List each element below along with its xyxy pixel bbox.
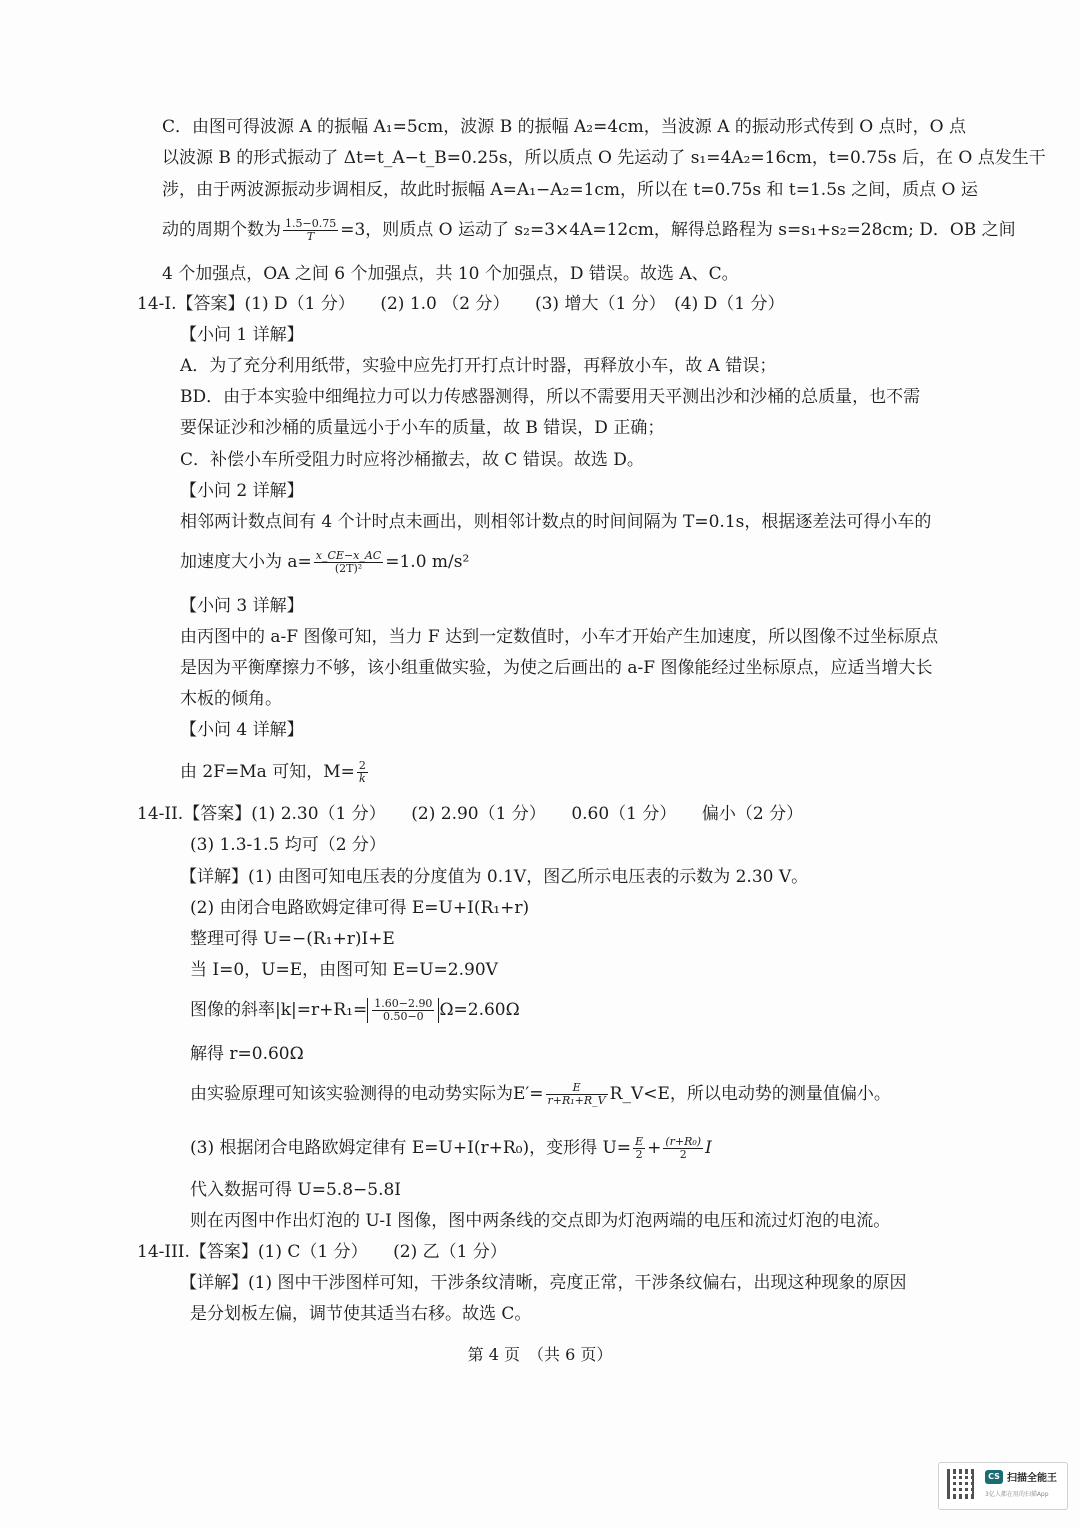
text-span: =3，则质点 O 运动了 s₂=3×4A=12cm，解得总路程为 s=s₁+s₂=28cm; D．OB 之间	[340, 220, 1016, 240]
text-line: 相邻两计数点间有 4 个计时点未画出，则相邻计数点的时间间隔为 T=0.1s，根据逐差法可得小车的	[180, 512, 932, 532]
text-line	[180, 550, 469, 575]
text-line: 是分划板左偏，调节使其适当右移。故选 C。	[190, 1304, 532, 1324]
answer-heading: 14-II.【答案】(1) 2.30（1 分） (2) 2.90（1 分） 0.60（1 分） 偏小（2 分）	[137, 804, 804, 824]
fraction-denominator: 2	[635, 1148, 643, 1161]
fraction-numerator: x_CE−x_AC	[315, 549, 382, 562]
text-line: 当 I=0，U=E，由图可知 E=U=2.90V	[190, 960, 498, 980]
fraction-denominator: (2T)²	[334, 562, 363, 575]
text-line: (2) 由闭合电路欧姆定律可得 E=U+I(R₁+r)	[190, 898, 530, 918]
text-line: A．为了充分利用纸带，实验中应先打开打点计时器，再释放小车，故 A 错误；	[180, 356, 777, 376]
text-line: C．补偿小车所受阻力时应将沙桶撤去，故 C 错误。故选 D。	[180, 450, 644, 470]
fraction-denominator: r+R₁+R_V	[547, 1094, 606, 1107]
scanner-tagline: 3亿人都在用的扫描App	[985, 1491, 1049, 1498]
text-span: 由 2F=Ma 可知，M=	[180, 762, 355, 782]
text-line	[180, 760, 370, 785]
text-span: 由实验原理可知该实验测得的电动势实际为E′=	[190, 1084, 544, 1104]
text-line: C．由图可得波源 A 的振幅 A₁=5cm，波源 B 的振幅 A₂=4cm，当波源 A 的振动形式传到 O 点时，O 点	[162, 117, 966, 137]
text-span: =1.0 m/s²	[385, 552, 470, 572]
fraction-u-term2	[663, 1136, 703, 1161]
answer-heading: 14-III.【答案】(1) C（1 分） (2) 乙（1 分）	[137, 1242, 507, 1262]
fraction-denominator: T	[306, 230, 315, 243]
answer-heading: 14-I.【答案】(1) D（1 分） (2) 1.0 （2 分） (3) 增大（1 分） (4) D（1 分）	[137, 294, 785, 314]
text-line: 木板的倾角。	[180, 689, 282, 709]
absolute-value	[367, 998, 439, 1023]
fraction-numerator: E	[546, 1082, 608, 1095]
scanner-app-name: 扫描全能王	[1007, 1473, 1057, 1484]
fraction-numerator: 2	[358, 759, 366, 772]
section-label: 【小问 1 详解】	[180, 325, 304, 345]
text-line	[162, 218, 1016, 243]
text-line: 【详解】(1) 由图可知电压表的分度值为 0.1V，图乙所示电压表的示数为 2.30 V。	[180, 867, 809, 887]
fraction-mass	[357, 760, 368, 785]
qr-code-icon	[947, 1469, 977, 1499]
fraction-period	[283, 218, 338, 243]
text-span: 动的周期个数为	[162, 220, 281, 240]
fraction-numerator: (r+R₀)	[665, 1135, 702, 1148]
text-line: 代入数据可得 U=5.8−5.8I	[190, 1180, 402, 1200]
fraction-slope	[372, 998, 434, 1023]
text-line: 则在丙图中作出灯泡的 U-I 图像，图中两条线的交点即为灯泡两端的电压和流过灯泡的电流。	[190, 1211, 891, 1231]
fraction-u-term1	[633, 1136, 645, 1161]
text-line: (3) 1.3-1.5 均可（2 分）	[190, 835, 386, 855]
text-line: 由丙图中的 a-F 图像可知，当力 F 达到一定数值时，小车才开始产生加速度，所以图像不过坐标原点	[180, 627, 939, 647]
text-line: BD．由于本实验中细绳拉力可以力传感器测得，所以不需要用天平测出沙和沙桶的总质量，也不需	[180, 387, 921, 407]
camscanner-logo-icon: CS	[985, 1470, 1003, 1484]
fraction-numerator: E	[635, 1135, 644, 1148]
section-label: 【小问 2 详解】	[180, 481, 304, 501]
text-span: Ω=2.60Ω	[439, 1000, 520, 1020]
text-line: 是因为平衡摩擦力不够，该小组重做实验，为使之后画出的 a-F 图像能经过坐标原点，应适当增大长	[180, 658, 933, 678]
text-line: 涉，由于两波源振动步调相反，故此时振幅 A=A₁−A₂=1cm，所以在 t=0.75s 和 t=1.5s 之间，质点 O 运	[162, 180, 978, 200]
fraction-denominator: 2	[679, 1148, 687, 1161]
fraction-acceleration	[314, 550, 383, 575]
fraction-denominator: k	[359, 772, 366, 785]
fraction-denominator: 0.50−0	[382, 1010, 424, 1023]
text-line	[190, 998, 520, 1023]
text-line: 4 个加强点，OA 之间 6 个加强点，共 10 个加强点，D 错误。故选 A、C。	[162, 264, 739, 284]
text-span: I	[705, 1138, 712, 1158]
text-span: (3) 根据闭合电路欧姆定律有 E=U+I(r+R₀)，变形得 U=	[190, 1138, 632, 1158]
text-line: 解得 r=0.60Ω	[190, 1044, 304, 1064]
text-line: (3) 根据闭合电路欧姆定律有 E=U+I(r+R₀)，变形得 U= $\frac{E}{2}$ + $\frac{\text{(r+R₀)}}{2}$ I	[190, 1135, 712, 1161]
section-label: 【小问 3 详解】	[180, 596, 304, 616]
text-span: 图像的斜率|k|=r+R₁=	[190, 1000, 368, 1020]
section-label: 【小问 4 详解】	[180, 720, 304, 740]
text-line	[190, 1082, 891, 1107]
page-footer: 第 4 页 （共 6 页）	[467, 1345, 613, 1364]
fraction-numerator: 1.5−0.75	[285, 217, 337, 230]
fraction-numerator: 1.60−2.90	[374, 997, 433, 1010]
text-span: 加速度大小为 a=	[180, 552, 312, 572]
text-span: R_V<E，所以电动势的测量值偏小。	[609, 1084, 891, 1104]
fraction-emf	[546, 1082, 608, 1107]
scanner-watermark	[938, 1462, 1068, 1510]
text-line: 以波源 B 的形式振动了 Δt=t_A−t_B=0.25s，所以质点 O 先运动了 s₁=4A₂=16cm，t=0.75s 后，在 O 点发生干	[162, 148, 1046, 168]
text-line: 【详解】(1) 图中干涉图样可知，干涉条纹清晰，亮度正常，干涉条纹偏右，出现这种现象的原因	[180, 1273, 907, 1293]
text-line: 要保证沙和沙桶的质量远小于小车的质量，故 B 错误，D 正确；	[180, 418, 665, 438]
text-line: 整理可得 U=−(R₁+r)I+E	[190, 929, 395, 949]
